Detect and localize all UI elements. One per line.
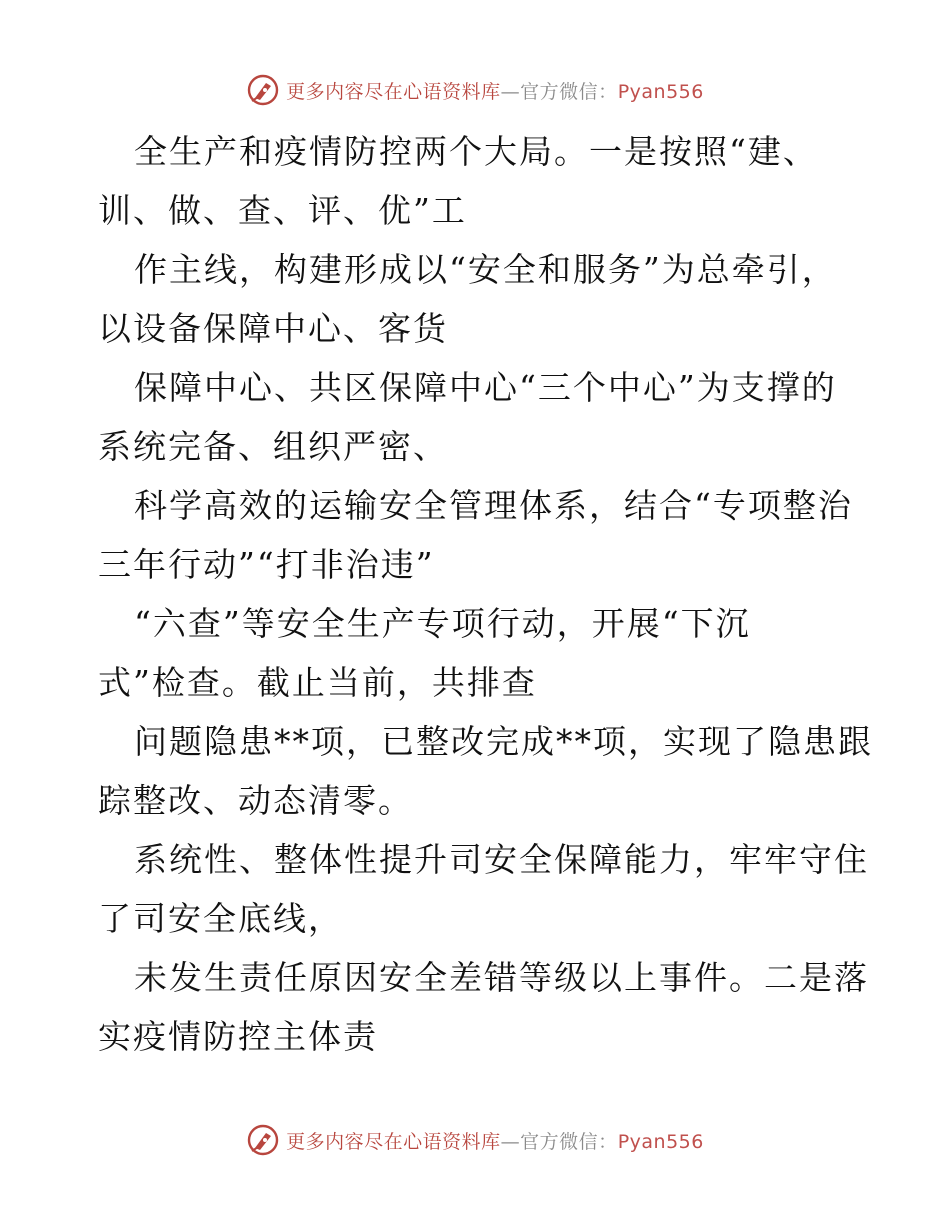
text-line: 踪整改、动态清零。 (98, 781, 413, 820)
paragraph (98, 712, 873, 830)
watermark-site: 更多内容尽在心语资料库 (286, 1130, 501, 1153)
text-line: 系统性、整体性提升司安全保障能力，牢牢守住 (134, 840, 869, 879)
paragraph (98, 594, 858, 712)
text-line: 全生产和疫情防控两个大局。一是按照“建、 (134, 132, 818, 171)
watermark-wechat-label: 官方微信： (520, 80, 618, 103)
pen-nib-icon (246, 73, 280, 107)
text-line: 未发生责任原因安全差错等级以上事件。二是落 (134, 958, 869, 997)
watermark-wechat-label: 官方微信： (520, 1130, 618, 1153)
watermark-dash: — (500, 1130, 521, 1153)
text-line: 以设备保障中心、客货 (98, 309, 448, 348)
text-line: 系统完备、组织严密、 (98, 427, 448, 466)
text-line: 问题隐患**项，已整改完成**项，实现了隐患跟 (134, 722, 873, 761)
watermark-wechat-id: Pyan556 (617, 1130, 704, 1153)
paragraph (98, 830, 869, 948)
paragraph (98, 122, 858, 240)
footer-watermark (0, 1118, 950, 1162)
text-line: 实疫情防控主体责 (98, 1017, 378, 1056)
text-line: 三年行动”“打非治违” (98, 545, 435, 584)
document-body (98, 122, 873, 1066)
watermark-text (286, 1127, 704, 1154)
text-line: “六查”等安全生产专项行动，开展“下沉 (134, 604, 751, 643)
paragraph (98, 948, 869, 1066)
paragraph (98, 476, 858, 594)
text-line: 保障中心、共区保障中心“三个中心”为支撑的 (134, 368, 837, 407)
text-line: 训、做、查、评、优”工 (98, 191, 467, 230)
paragraph (98, 358, 858, 476)
paragraph (98, 240, 858, 358)
text-line: 科学高效的运输安全管理体系，结合“专项整治 (134, 486, 853, 525)
watermark-site: 更多内容尽在心语资料库 (286, 80, 501, 103)
watermark-wechat-id: Pyan556 (617, 80, 704, 103)
watermark-text (286, 77, 704, 104)
text-line: 了司安全底线， (98, 899, 343, 938)
text-line: 作主线，构建形成以“安全和服务”为总牵引， (134, 250, 837, 289)
header-watermark (0, 68, 950, 112)
text-line: 式”检查。截止当前，共排查 (98, 663, 537, 702)
pen-nib-icon (246, 1123, 280, 1157)
watermark-dash: — (500, 80, 521, 103)
